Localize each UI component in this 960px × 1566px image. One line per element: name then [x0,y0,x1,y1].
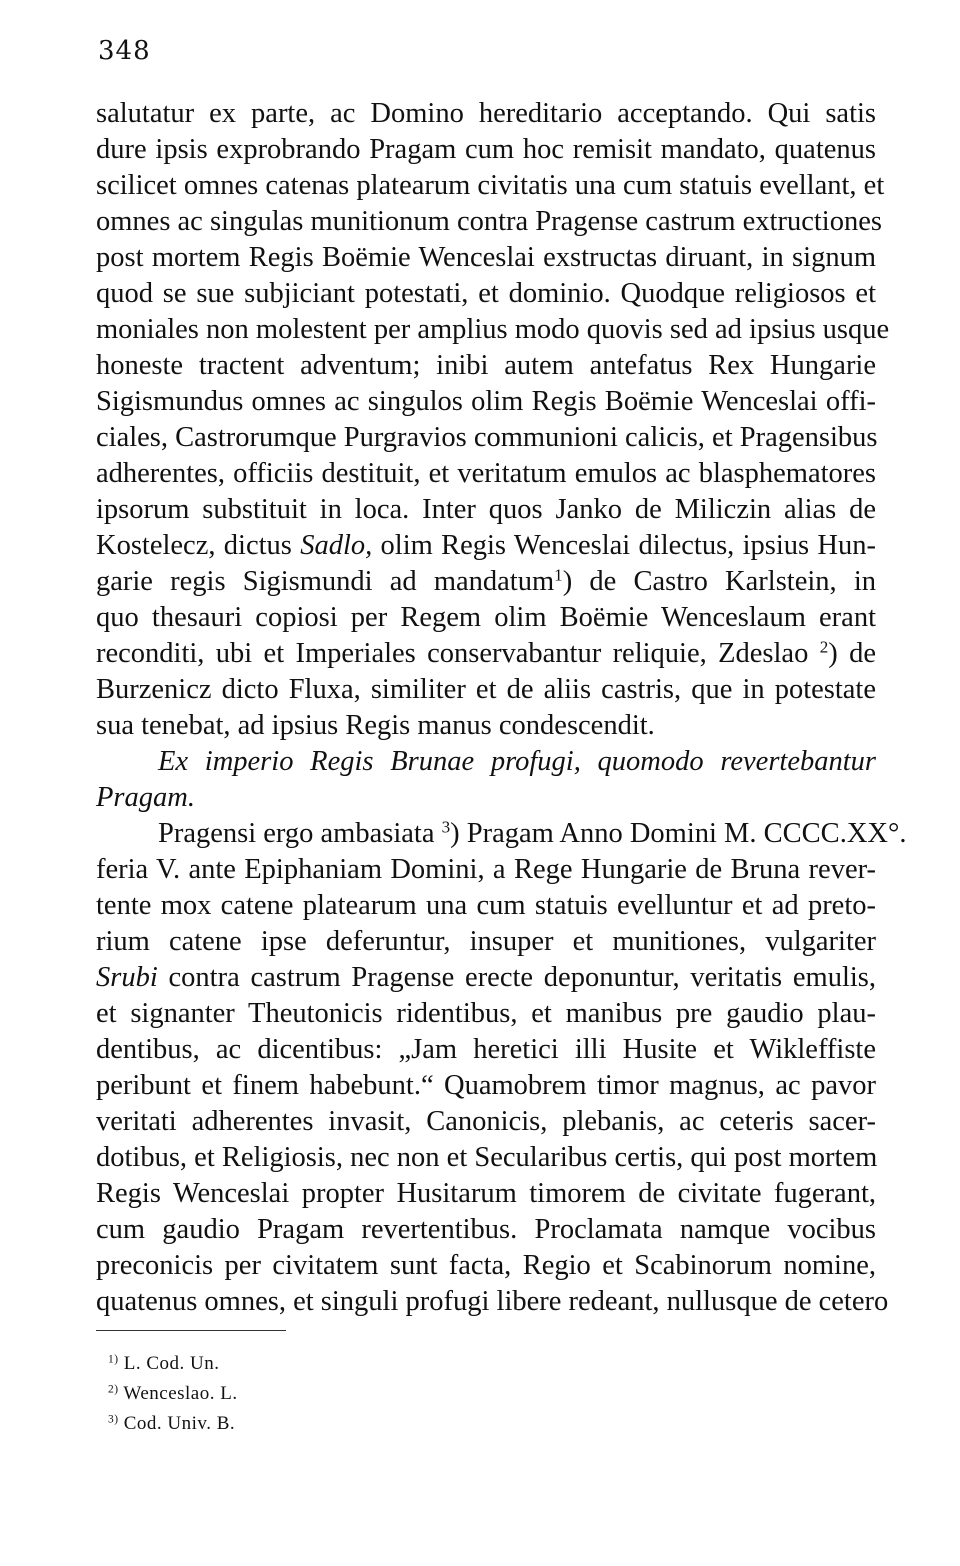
text-line [96,528,876,564]
text-line: rium catene ipse deferuntur, insuper et munitiones, vulgariter [96,926,876,957]
footnote-ref: 2 [819,637,829,657]
text-line: peribunt et finem habebunt.“ Quamobrem timor magnus, ac pavor [96,1070,876,1101]
text-line: salutatur ex parte, ac Domino hereditario acceptando. Qui satis [96,98,876,129]
text-segment: contra castrum Pragense erecte deponuntur, veritatis emulis, [157,962,876,993]
text-line: feria V. ante Epiphaniam Domini, a Rege Hungarie de Bruna rever- [96,854,876,885]
section-heading: Ex imperio Regis Brunae profugi, quomodo revertebantur [158,746,876,777]
text-segment: Pragensi ergo ambasiata [158,818,442,849]
text-line: Sigismundus omnes ac singulos olim Regis Boëmie Wenceslai offi- [96,386,876,417]
text-line: Regis Wenceslai propter Husitarum timorem de civitate fugerant, [96,1178,876,1209]
footnote-text: Cod. Univ. B. [123,1413,236,1434]
footnote-ref: 3 [441,817,451,837]
footnote-divider [96,1330,286,1331]
text-line: ciales, Castrorumque Purgravios communioni calicis, et Pragensibus [96,422,878,453]
text-line: adherentes, officiis destituit, et veritatum emulos ac blasphematores [96,458,876,489]
section-heading: Pragam. [96,782,195,813]
footnote [108,1382,238,1406]
text-line: veritati adherentes invasit, Canonicis, plebanis, ac ceteris sacer- [96,1106,876,1137]
text-line: sua tenebat, ad ipsius Regis manus condescendit. [96,710,655,741]
footnote [108,1412,235,1436]
text-segment: garie regis Sigismundi ad mandatum [96,566,555,597]
footnote-text: Wenceslao. L. [123,1383,238,1404]
text-line: quod se sue subjiciant potestati, et dominio. Quodque religiosos et [96,278,876,309]
text-line: tente mox catene platearum una cum statuis evelluntur et ad preto- [96,890,876,921]
text-segment: Pragam Anno Domini M. CCCC.XX°. [459,818,907,849]
text-line: dotibus, et Religiosis, nec non et Secularibus certis, qui post mortem [96,1142,878,1173]
page-number: 348 [98,36,151,66]
footnote-ref-paren: ) [450,818,460,849]
italic-term: Srubi [96,962,158,993]
text-segment: reconditi, ubi et Imperiales conservabantur reliquie, Zdeslao [96,638,820,669]
footnote-text: L. Cod. Un. [123,1353,220,1374]
footnote-mark: 3) [108,1413,119,1426]
text-segment: de [837,638,876,669]
text-line [96,564,876,600]
text-line: dentibus, ac dicentibus: „Jam heretici illi Husite et Wikleffiste [96,1034,876,1065]
text-segment: Kostelecz, dictus [96,530,301,561]
text-line [96,960,876,996]
footnote-ref-paren: ) [562,566,573,597]
text-line: preconicis per civitatem sunt facta, Regio et Scabinorum nomine, [96,1250,876,1281]
text-line: quo thesauri copiosi per Regem olim Boëmie Wenceslaum erant [96,602,876,633]
text-segment: de Castro Karlstein, in [572,566,876,597]
text-line: cum gaudio Pragam revertentibus. Proclamata namque vocibus [96,1214,876,1245]
text-line: honeste tractent adventum; inibi autem antefatus Rex Hungarie [96,350,876,381]
footnote-mark: 1) [108,1353,119,1366]
text-line: ipsorum substituit in loca. Inter quos Janko de Miliczin alias de [96,494,876,525]
text-line [158,816,907,852]
text-line: Burzenicz dicto Fluxa, similiter et de aliis castris, que in potestate [96,674,876,705]
text-line: scilicet omnes catenas platearum civitatis una cum statuis evellant, et [96,170,885,201]
text-segment: olim Regis Wenceslai dilectus, ipsius Hun- [372,530,876,561]
text-line: et signanter Theutonicis ridentibus, et manibus pre gaudio plau- [96,998,876,1029]
footnote-mark: 2) [108,1383,119,1396]
text-line: omnes ac singulas munitionum contra Pragense castrum extructiones [96,206,882,237]
text-line [96,636,876,672]
text-line: moniales non molestent per amplius modo quovis sed ad ipsius usque [96,314,890,345]
footnote [108,1352,220,1376]
text-line: dure ipsis exprobrando Pragam cum hoc remisit mandato, quatenus [96,134,876,165]
footnote-ref: 1 [554,565,563,585]
italic-name: Sadlo, [300,530,373,561]
text-line: post mortem Regis Boëmie Wenceslai exstructas diruant, in signum [96,242,876,273]
text-line: quatenus omnes, et singuli profugi libere redeant, nullusque de cetero [96,1286,889,1317]
footnote-ref-paren: ) [828,638,838,669]
